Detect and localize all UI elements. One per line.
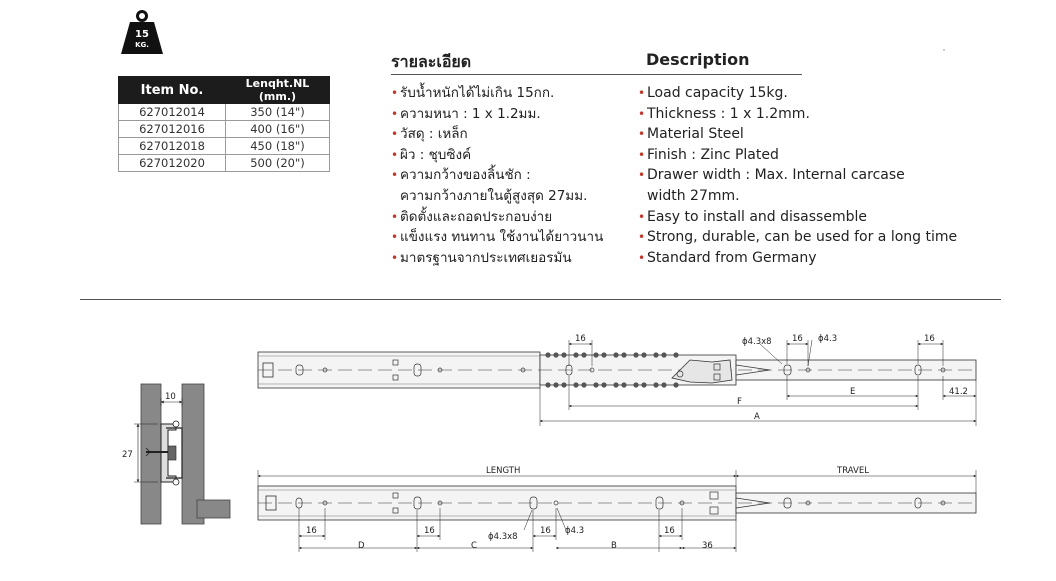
bullet-icon: • (391, 230, 399, 245)
bullet-icon: • (391, 106, 399, 121)
dim-label-top-hole-a: ϕ4.3x8 (742, 337, 772, 347)
dim-label-travel: TRAVEL (837, 466, 869, 476)
dim-label-41-2: 41.2 (949, 387, 968, 397)
weight-value: 15 (135, 29, 149, 40)
bullet-icon: • (391, 86, 399, 100)
cross-section-view (122, 384, 230, 524)
table-row (119, 155, 330, 172)
dim-label-E: E (850, 387, 856, 397)
details-heading-english: Description (646, 50, 750, 69)
list-item: • มาตรฐานจากประเทศเยอรมัน (391, 248, 603, 269)
list-item: • Load capacity 15kg. (638, 83, 957, 104)
dim-label-A: A (754, 412, 760, 422)
dim-label-B: B (611, 541, 617, 551)
length-cell: 450 (18") (226, 138, 330, 155)
dim-label-10: 10 (165, 392, 176, 402)
length-cell: 500 (20") (226, 155, 330, 172)
slide-side-view (258, 466, 976, 552)
dim-label-D: D (358, 541, 365, 551)
dim-label-36: 36 (702, 541, 713, 551)
decorative-dot (943, 49, 945, 51)
bullet-icon: • (638, 147, 646, 162)
list-item: • ความหนา : 1 x 1.2มม. (391, 104, 603, 125)
bullet-icon: • (391, 209, 399, 224)
item-no-cell: 627012016 (119, 121, 226, 138)
technical-drawing (0, 300, 1056, 581)
length-cell: 350 (14") (226, 104, 330, 121)
item-no-cell: 627012020 (119, 155, 226, 172)
column-header-length: Lenqht.NL (mm.) (226, 77, 330, 104)
bullet-icon: • (638, 127, 646, 142)
list-item: • Standard from Germany (638, 248, 957, 269)
bullet-icon: • (391, 127, 399, 142)
dim-label-length: LENGTH (486, 466, 521, 476)
details-list-english (638, 83, 957, 268)
weight-unit: KG. (135, 41, 149, 49)
dim-label-top-16-b: 16 (792, 334, 803, 344)
list-item: • Easy to install and disassemble (638, 207, 957, 228)
bullet-icon: • (638, 209, 646, 224)
dim-label-C: C (471, 541, 477, 551)
dim-label-bot-16-d: 16 (664, 526, 675, 536)
dim-label-bot-16-a: 16 (306, 526, 317, 536)
dim-label-top-hole-b: ϕ4.3 (818, 334, 838, 344)
table-row (119, 104, 330, 121)
list-item: • ความกว้างของลิ้นชัก : (391, 165, 603, 186)
details-list-thai (391, 83, 603, 268)
list-item: • Strong, durable, can be used for a long time (638, 227, 957, 248)
bullet-icon: • (391, 168, 399, 183)
dim-label-F: F (737, 397, 742, 407)
length-cell: 400 (16") (226, 121, 330, 138)
list-item: • Thickness : 1 x 1.2mm. (638, 104, 957, 125)
table-row (119, 121, 330, 138)
item-no-cell: 627012018 (119, 138, 226, 155)
dim-label-bot-16-c: 16 (540, 526, 551, 536)
bullet-icon: • (391, 147, 399, 162)
dim-label-bot-hole-b: ϕ4.3 (565, 526, 585, 536)
details-heading-thai: รายละเอียด (391, 52, 472, 71)
dim-label-top-16-c: 16 (924, 334, 935, 344)
list-item: • ผิว : ชุบซิงค์ (391, 145, 603, 166)
dim-label-bot-hole-a: ϕ4.3x8 (488, 532, 518, 542)
list-item: • แข็งแรง ทนทาน ใช้งานได้ยาวนาน (391, 227, 603, 248)
list-item: • Material Steel (638, 124, 957, 145)
spec-table (118, 76, 330, 172)
weight-icon (118, 10, 166, 56)
list-item: • Finish : Zinc Plated (638, 145, 957, 166)
list-item: • ติดตั้งและถอดประกอบง่าย (391, 207, 603, 228)
slide-top-view (258, 334, 976, 426)
heading-divider (391, 74, 802, 75)
list-item: • Drawer width : Max. Internal carcase (638, 165, 957, 186)
bullet-icon: • (638, 250, 646, 265)
table-header-row (119, 77, 330, 104)
dim-label-bot-16-b: 16 (424, 526, 435, 536)
bullet-icon: • (638, 86, 646, 100)
bullet-icon: • (638, 230, 646, 245)
dim-label-27: 27 (122, 450, 133, 460)
bullet-icon: • (638, 168, 646, 183)
column-header-item-no: Item No. (119, 77, 226, 104)
dim-label-top-16-a: 16 (575, 334, 586, 344)
table-row (119, 138, 330, 155)
item-no-cell: 627012014 (119, 104, 226, 121)
bullet-icon: • (391, 250, 399, 265)
bullet-icon: • (638, 106, 646, 121)
list-item: • วัสดุ : เหล็ก (391, 124, 603, 145)
list-item-continuation: ความกว้างภายในตู้สูงสุด 27มม. (400, 187, 588, 204)
list-item-continuation: width 27mm. (647, 187, 740, 204)
list-item: • รับน้ำหนักได้ไม่เกิน 15กก. (391, 83, 603, 104)
